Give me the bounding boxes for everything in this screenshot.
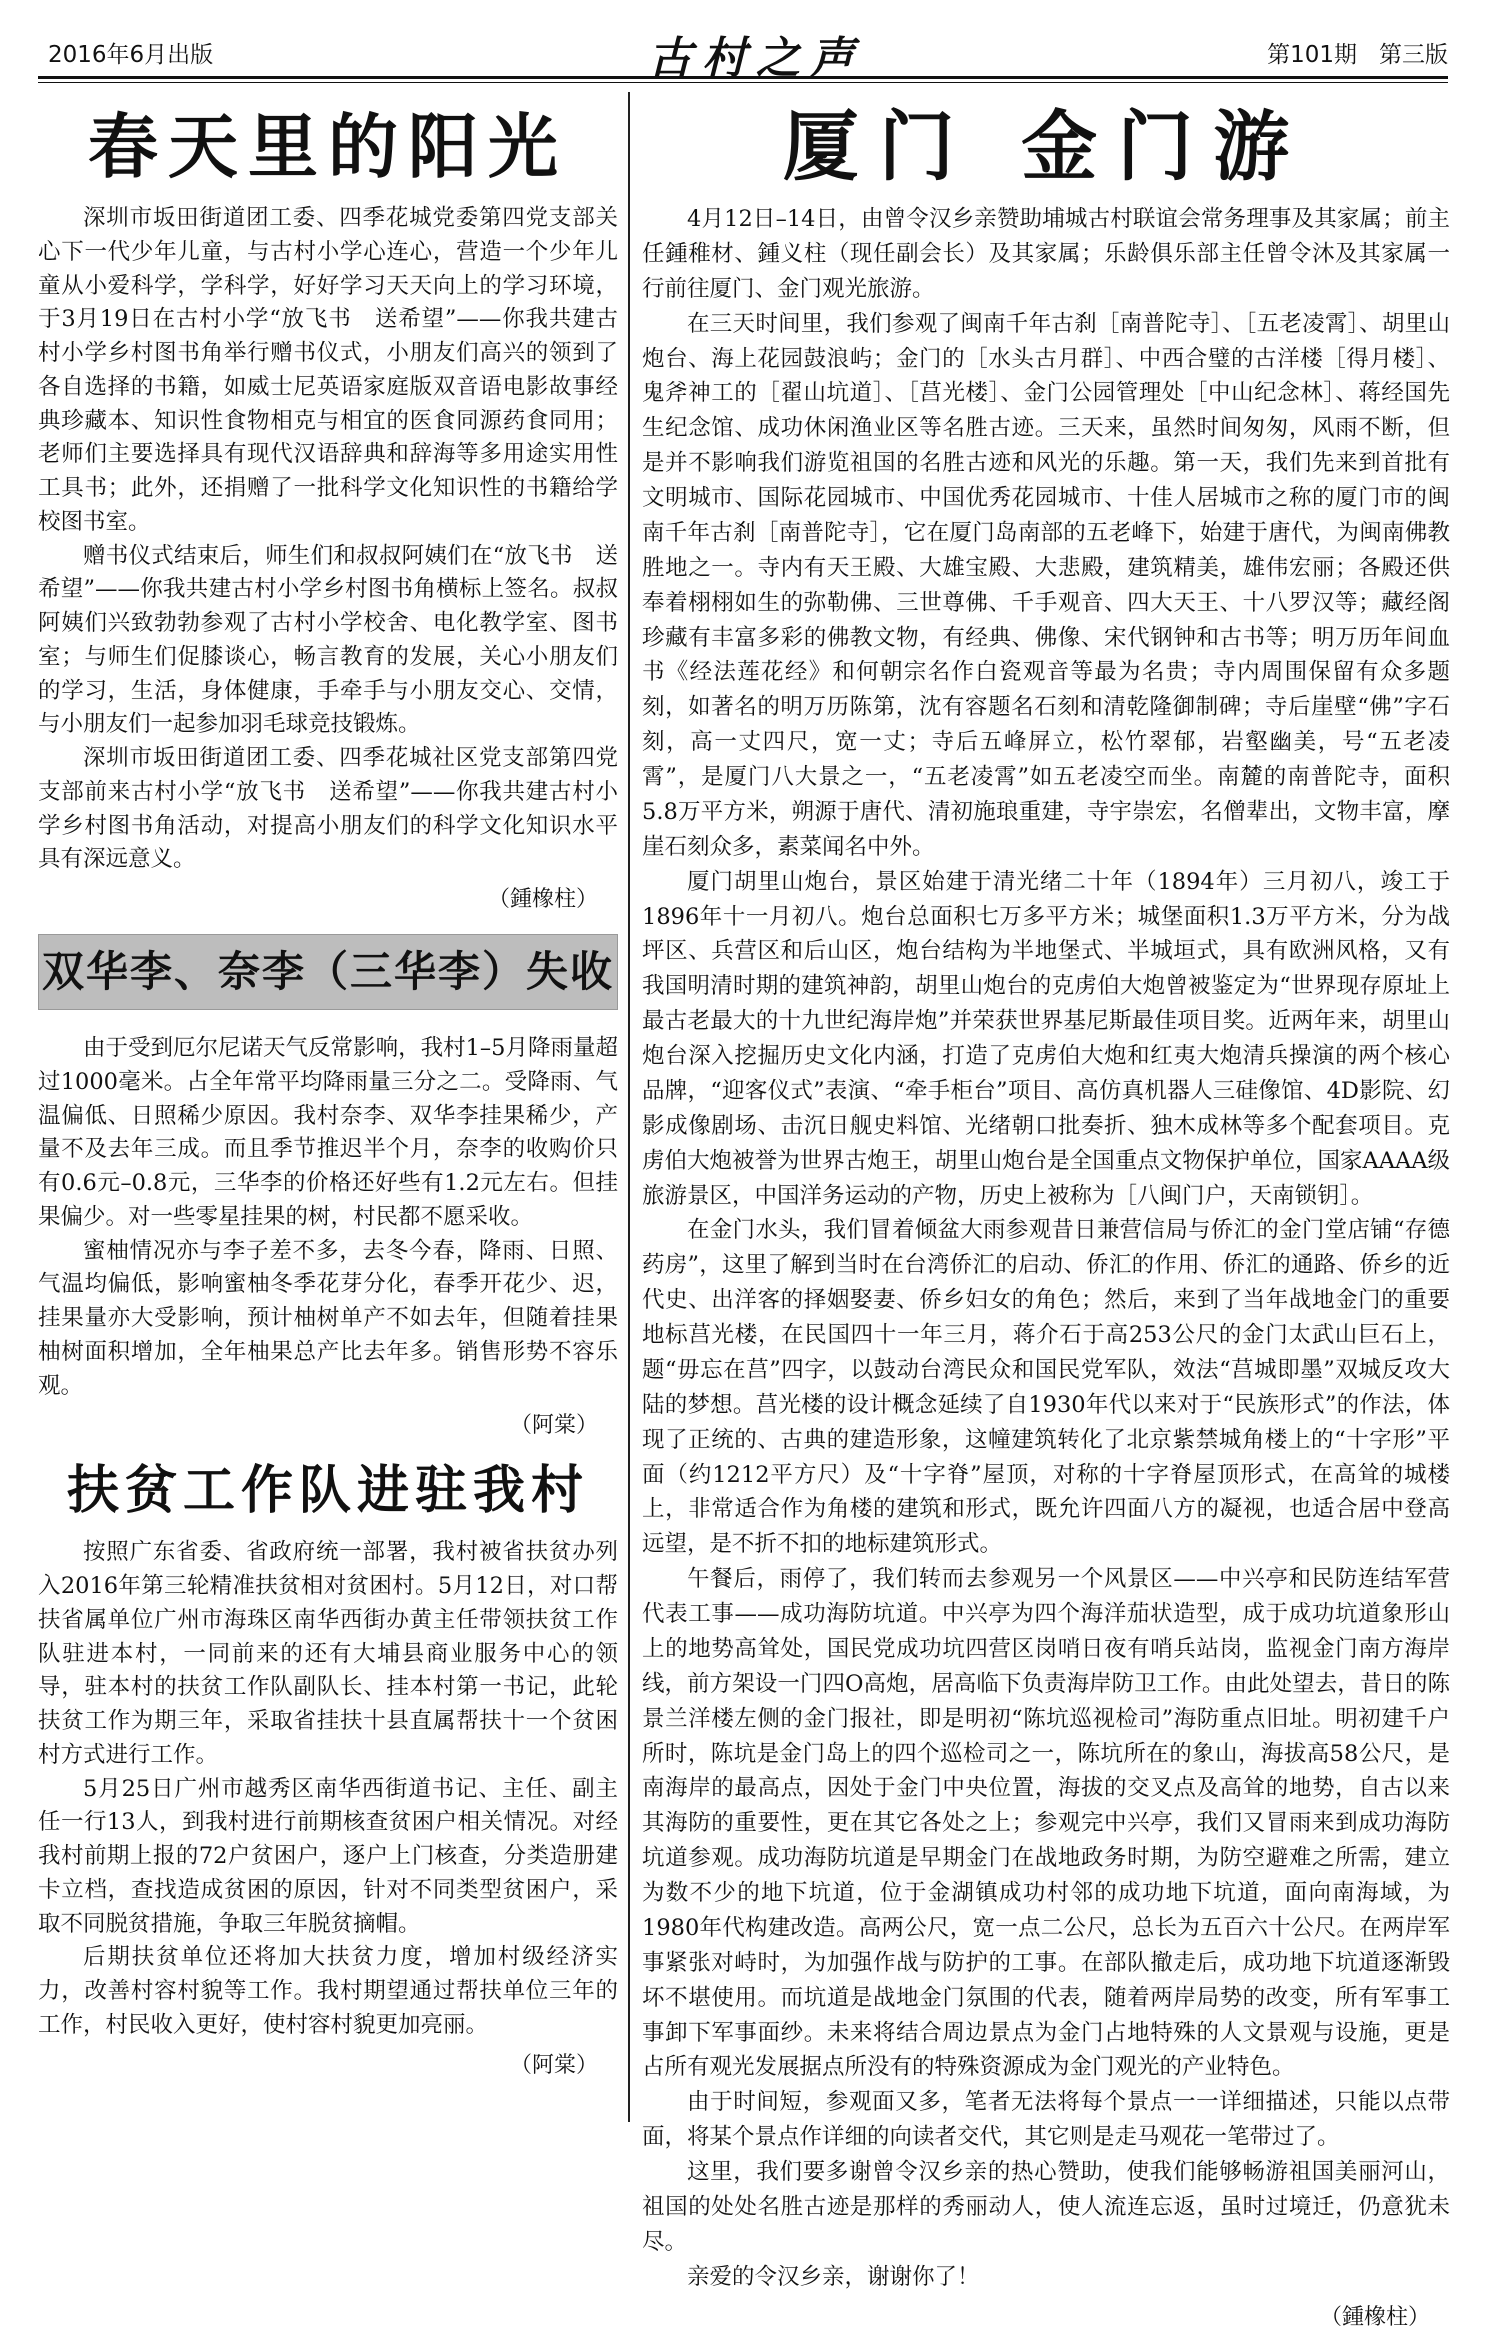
article-spring-sunshine [38, 92, 618, 916]
article-title: 双华李、奈李（三华李）失收 [38, 934, 618, 1010]
masthead: 古村之声 [648, 33, 864, 84]
header-rule-thin [38, 82, 1448, 83]
article-paragraph: 厦门胡里山炮台，景区始建于清光绪二十年（1894年）三月初八，竣工于1896年十一月初八。炮台总面积七万多平方米；城堡面积1.3万平方米，分为战坪区、兵营区和后山区，炮台结构为半地堡式、半城垣式，具有欧洲风格，又有我国明清时期的建筑神韵，胡里山炮台的克虏伯大炮曾被鉴定为“世界现存原址上最古老最大的十九世纪海岸炮”并荣获世界基尼斯最佳项目奖。近两年来，胡里山炮台深入挖掘历史文化内涵，打造了克虏伯大炮和红夷大炮清兵操演的两个核心品牌，“迎客仪式”表演、“牵手柜台”项目、高仿真机器人三硅像馆、4D影院、幻影成像剧场、击沉日舰史料馆、光绪朝口批奏折、独木成林等多个配套项目。克虏伯大炮被誉为世界古炮王，胡里山炮台是全国重点文物保护单位，国家AAAA级旅游景区，中国洋务运动的产物，历史上被称为［八闽门户，天南锁钥］。 [642, 868, 1450, 1209]
article-paragraph: 按照广东省委、省政府统一部署，我村被省扶贫办列入2016年第三轮精准扶贫相对贫困村。5月12日，对口帮扶省属单位广州市海珠区南华西街办黄主任带领扶贫工作队驻进本村，一同前来的还有大埔县商业服务中心的领导，驻本村的扶贫工作队副队长、挂本村第一书记，此轮扶贫工作为期三年，采取省挂扶十县直属帮扶十一个贫困村方式进行工作。 [38, 1539, 618, 1768]
article-paragraph: 这里，我们要多谢曾令汉乡亲的热心赞助，使我们能够畅游祖国美丽河山，祖国的处处名胜古迹是那样的秀丽动人，使人流连忘返，虽时过境迁，仍意犹未尽。 [642, 2159, 1450, 2255]
article-paragraph: 深圳市坂田街道团工委、四季花城党委第四党支部关心下一代少年儿童，与古村小学心连心，营造一个少年儿童从小爱科学，学科学，好好学习天天向上的学习环境，于3月19日在古村小学“放飞书 送希望”——你我共建古村小学乡村图书角举行赠书仪式，小朋友们高兴的领到了各自选择的书籍，如威士尼英语家庭版双音语电影故事经典珍藏本、知识性食物相克与相宜的医食同源药食同用；老师们主要选择具有现代汉语辞典和辞海等多用途实用性工具书；此外，还捐赠了一批科学文化知识性的书籍给学校图书室。 [38, 205, 618, 535]
issue-date: 2016年6月出版 [48, 42, 214, 68]
article-poverty-team [38, 1446, 618, 2081]
issue-number: 第101期 [1267, 42, 1358, 68]
article-xiamen-kinmen [642, 92, 1450, 2334]
article-byline: （阿棠） [509, 2052, 598, 2078]
header-rule [38, 76, 1448, 79]
article-plum-harvest [38, 934, 618, 1442]
article-paragraph: 深圳市坂田街道团工委、四季花城社区党支部第四党支部前来古村小学“放飞书 送希望”——你我共建古村小学乡村图书角活动，对提高小朋友们的科学文化知识水平具有深远意义。 [38, 745, 618, 873]
article-byline: （鍾橡柱） [487, 887, 598, 912]
article-paragraph: 蜜柚情况亦与李子差不多，去冬今春，降雨、日照、气温均偏低，影响蜜柚冬季花芽分化，春季开花少、迟，挂果量亦大受影响，预计柚树单产不如去年，但随着挂果柚树面积增加，全年柚果总产比去年多。销售形势不容乐观。 [38, 1237, 618, 1399]
article-paragraph: 亲爱的令汉乡亲，谢谢你了！ [687, 2263, 980, 2290]
article-byline: （阿棠） [509, 1413, 598, 1439]
article-title: 春天里的阳光 [88, 106, 568, 188]
column-divider [628, 92, 630, 2122]
left-column [38, 92, 618, 2086]
article-paragraph: 由于受到厄尔尼诺天气反常影响，我村1–5月降雨量超过1000毫米。占全年常平均降雨量三分之二。受降雨、气温偏低、日照稀少原因。我村奈李、双华李挂果稀少，产量不及去年三成。而且季节推迟半个月，奈李的收购价只有0.6元–0.8元，三华李的价格还好些有1.2元左右。但挂果偏少。对一些零星挂果的树，村民都不愿采收。 [38, 1035, 618, 1230]
article-paragraph: 赠书仪式结束后，师生们和叔叔阿姨们在“放飞书 送希望”——你我共建古村小学乡村图书角横标上签名。叔叔阿姨们兴致勃勃参观了古村小学校舍、电化教学室、图书室；与师生们促膝谈心，畅言教育的发展，关心小朋友们的学习，生活，身体健康，手牵手与小朋友交心、交情，与小朋友们一起参加羽毛球竞技锻炼。 [38, 542, 618, 738]
article-paragraph: 由于时间短，参观面又多，笔者无法将每个景点一一详细描述，只能以点带面，将某个景点作详细的向读者交代，其它则是走马观花一笔带过了。 [642, 2089, 1450, 2151]
article-paragraph: 午餐后，雨停了，我们转而去参观另一个风景区——中兴亭和民防连结军营代表工事——成功海防坑道。中兴亭为四个海洋茄状造型，成于成功坑道象形山上的地势高耸处，国民党成功坑四营区岗哨日夜有哨兵站岗，监视金门南方海岸线，前方架设一门四O高炮，居高临下负责海岸防卫工作。由此处望去，昔日的陈景兰洋楼左侧的金门报社，即是明初“陈坑巡视检司”海防重点旧址。明初建千户所时，陈坑是金门岛上的四个巡检司之一，陈坑所在的象山，海拔高58公尺，是南海岸的最高点，因处于金门中央位置，海拔的交叉点及高耸的地势，自古以来其海防的重要性，更在其它各处之上；参观完中兴亭，我们又冒雨来到成功海防坑道参观。成功海防坑道是早期金门在战地政务时期，为防空避难之所需，建立为数不少的地下坑道，位于金湖镇成功村邻的成功地下坑道，面向南海域，为1980年代构建改造。高两公尺，宽一点二公尺，总长为五百六十公尺。在两岸军事紧张对峙时，为加强作战与防护的工事。在部队撤走后，成功地下坑道逐渐毁坏不堪使用。而坑道是战地金门氛围的代表，随着两岸局势的改变，所有军事工事卸下军事面纱。未来将结合周边景点为金门占地特殊的人文景观与设施，更是占所有观光发展据点所没有的特殊资源成为金门观光的产业特色。 [642, 1566, 1450, 2081]
article-paragraph: 4月12日–14日，由曾令汉乡亲赞助埔城古村联谊会常务理事及其家属；前主任鍾稚材、鍾义柱（现任副会长）及其家属；乐龄俱乐部主任曾令沐及其家属一行前往厦门、金门观光旅游。 [642, 206, 1450, 302]
article-title: 厦门 金门游 [782, 102, 1310, 191]
article-paragraph: 后期扶贫单位还将加大扶贫力度，增加村级经济实力，改善村容村貌等工作。我村期望通过帮扶单位三年的工作，村民收入更好，使村容村貌更加亮丽。 [38, 1944, 618, 2038]
issue-page [1267, 36, 1448, 69]
right-column [642, 92, 1450, 2338]
article-title: 扶贫工作队进驻我村 [66, 1461, 589, 1522]
article-byline: （鍾橡柱） [1319, 2304, 1430, 2330]
article-paragraph: 在金门水头，我们冒着倾盆大雨参观昔日兼营信局与侨汇的金门堂店铺“存德药房”，这里了解到当时在台湾侨汇的启动、侨汇的作用、侨汇的通路、侨乡的近代史、出洋客的择姻娶妻、侨乡妇女的角色；然后，来到了当年战地金门的重要地标莒光楼，在民国四十一年三月，蒋介石于高253公尺的金门太武山巨石上，题“毋忘在莒”四字，以鼓动台湾民众和国民党军队，效法“莒城即墨”双城反攻大陆的梦想。莒光楼的设计概念延续了自1930年代以来对于“民族形式”的作法，体现了正统的、古典的建造形象，这幢建筑转化了北京紫禁城角楼上的“十字形”平面（约1212平方尺）及“十字脊”屋顶，对称的十字脊屋顶形式，在高耸的城楼上，非常适合作为角楼的建筑和形式，既允许四面八方的凝视，也适合居中登高远望，是不折不扣的地标建筑形式。 [642, 1217, 1450, 1558]
article-paragraph: 5月25日广州市越秀区南华西街道书记、主任、副主任一行13人，到我村进行前期核查贫困户相关情况。对经我村前期上报的72户贫困户，逐户上门核查，分类造册建卡立档，查找造成贫困的原因，针对不同类型贫困户，采取不同脱贫措施，争取三年脱贫摘帽。 [38, 1775, 618, 1937]
page-number: 第三版 [1379, 42, 1448, 68]
page-header [38, 18, 1448, 84]
article-paragraph: 在三天时间里，我们参观了闽南千年古刹［南普陀寺］、［五老凌霄］、胡里山炮台、海上花园鼓浪屿；金门的［水头古月群］、中西合璧的古洋楼［得月楼］、鬼斧神工的［翟山坑道］、［莒光楼］、金门公园管理处［中山纪念林］、蒋经国先生纪念馆、成功休闲渔业区等名胜古迹。三天来，虽然时间匆匆，风雨不断，但是并不影响我们游览祖国的名胜古迹和风光的乐趣。第一天，我们先来到首批有文明城市、国际花园城市、中国优秀花园城市、十佳人居城市之称的厦门市的闽南千年古刹［南普陀寺］，它在厦门岛南部的五老峰下，始建于唐代，为闽南佛教胜地之一。寺内有天王殿、大雄宝殿、大悲殿，建筑精美，雄伟宏丽；各殿还供奉着栩栩如生的弥勒佛、三世尊佛、千手观音、四大天王、十八罗汉等；藏经阁珍藏有丰富多彩的佛教文物，有经典、佛像、宋代钢钟和古书等；明万历年间血书《经法莲花经》和何朝宗名作白瓷观音等最为名贵；寺内周围保留有众多题刻，如著名的明万历陈第，沈有容题名石刻和清乾隆御制碑；寺后崖壁“佛”字石刻，高一丈四尺，宽一丈；寺后五峰屏立，松竹翠郁，岩壑幽美，号“五老凌霄”，是厦门八大景之一，“五老凌霄”如五老凌空而坐。南麓的南普陀寺，面积5.8万平方米，朔源于唐代、清初施琅重建，寺宇崇宏，名僧辈出，文物丰富，摩崖石刻众多，素菜闻名中外。 [642, 310, 1450, 860]
